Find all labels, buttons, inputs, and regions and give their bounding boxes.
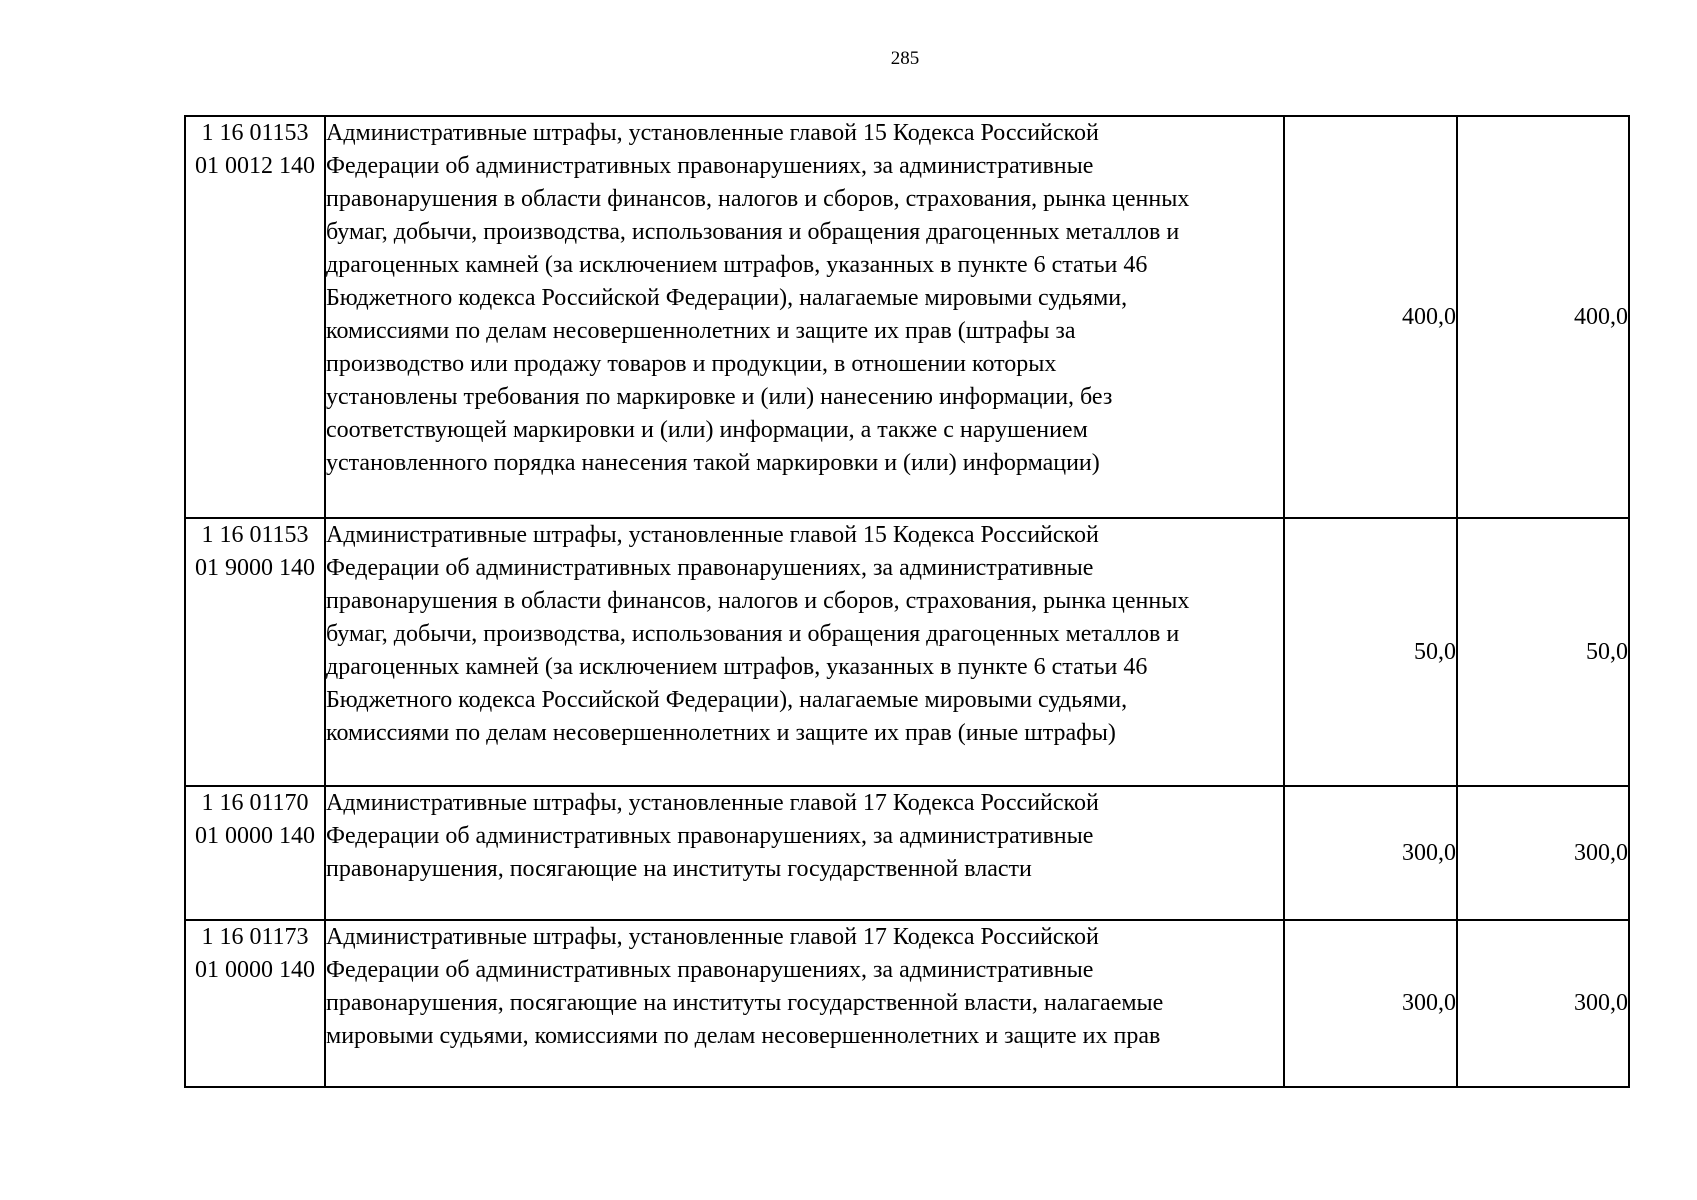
description-line: соответствующей маркировки и (или) информации, а также с нарушением bbox=[326, 417, 1088, 443]
description-line: установленного порядка нанесения такой маркировки и (или) информации) bbox=[326, 450, 1100, 476]
code-line: 1 16 01153 bbox=[201, 522, 309, 548]
description-line: производство или продажу товаров и продукции, в отношении которых bbox=[326, 351, 1057, 377]
budget-table bbox=[184, 115, 1630, 1088]
code-line: 1 16 01170 bbox=[201, 790, 309, 816]
description-line: комиссиями по делам несовершеннолетних и защите их прав (штрафы за bbox=[326, 318, 1076, 344]
table-row bbox=[185, 116, 1629, 518]
description-line: мировыми судьями, комиссиями по делам несовершеннолетних и защите их прав bbox=[326, 1023, 1161, 1049]
amount-cell: 400,0 bbox=[1284, 116, 1457, 518]
description-line: бумаг, добычи, производства, использования и обращения драгоценных металлов и bbox=[326, 621, 1180, 647]
description-line: правонарушения, посягающие на институты государственной власти bbox=[326, 856, 1032, 882]
page-number: 285 bbox=[890, 48, 920, 69]
classification-code-cell bbox=[185, 786, 325, 920]
code-line: 01 0000 140 bbox=[195, 823, 315, 849]
table-row bbox=[185, 518, 1629, 786]
table-row bbox=[185, 920, 1629, 1087]
description-line: бумаг, добычи, производства, использования и обращения драгоценных металлов и bbox=[326, 219, 1180, 245]
description-line: Федерации об административных правонарушениях, за административные bbox=[326, 957, 1094, 983]
code-line: 01 9000 140 bbox=[195, 555, 315, 581]
description-line: Бюджетного кодекса Российской Федерации), налагаемые мировыми судьями, bbox=[326, 285, 1128, 311]
amount-cell: 300,0 bbox=[1284, 786, 1457, 920]
description-line: Федерации об административных правонарушениях, за административные bbox=[326, 823, 1094, 849]
classification-code-cell bbox=[185, 116, 325, 518]
description-line: Федерации об административных правонарушениях, за административные bbox=[326, 153, 1094, 179]
description-line: комиссиями по делам несовершеннолетних и защите их прав (иные штрафы) bbox=[326, 720, 1116, 746]
amount-cell: 50,0 bbox=[1457, 518, 1629, 786]
amount-cell: 300,0 bbox=[1457, 920, 1629, 1087]
description-line: Административные штрафы, установленные главой 15 Кодекса Российской bbox=[326, 120, 1099, 146]
description-cell bbox=[325, 116, 1284, 518]
description-line: драгоценных камней (за исключением штрафов, указанных в пункте 6 статьи 46 bbox=[326, 252, 1148, 278]
description-line: Административные штрафы, установленные главой 17 Кодекса Российской bbox=[326, 924, 1099, 950]
amount-cell: 300,0 bbox=[1284, 920, 1457, 1087]
table-row bbox=[185, 786, 1629, 920]
description-cell bbox=[325, 518, 1284, 786]
description-line: правонарушения, посягающие на институты государственной власти, налагаемые bbox=[326, 990, 1164, 1016]
amount-cell: 300,0 bbox=[1457, 786, 1629, 920]
description-line: Федерации об административных правонарушениях, за административные bbox=[326, 555, 1094, 581]
description-line: правонарушения в области финансов, налогов и сборов, страхования, рынка ценных bbox=[326, 588, 1190, 614]
description-line: установлены требования по маркировке и (или) нанесению информации, без bbox=[326, 384, 1113, 410]
description-line: правонарушения в области финансов, налогов и сборов, страхования, рынка ценных bbox=[326, 186, 1190, 212]
classification-code-cell bbox=[185, 518, 325, 786]
description-cell bbox=[325, 920, 1284, 1087]
description-cell bbox=[325, 786, 1284, 920]
description-line: Административные штрафы, установленные главой 17 Кодекса Российской bbox=[326, 790, 1099, 816]
description-line: Административные штрафы, установленные главой 15 Кодекса Российской bbox=[326, 522, 1099, 548]
description-line: драгоценных камней (за исключением штрафов, указанных в пункте 6 статьи 46 bbox=[326, 654, 1148, 680]
code-line: 01 0000 140 bbox=[195, 957, 315, 983]
description-line: Бюджетного кодекса Российской Федерации), налагаемые мировыми судьями, bbox=[326, 687, 1128, 713]
code-line: 1 16 01153 bbox=[201, 120, 309, 146]
amount-cell: 400,0 bbox=[1457, 116, 1629, 518]
amount-cell: 50,0 bbox=[1284, 518, 1457, 786]
classification-code-cell bbox=[185, 920, 325, 1087]
code-line: 01 0012 140 bbox=[195, 153, 315, 179]
code-line: 1 16 01173 bbox=[201, 924, 309, 950]
